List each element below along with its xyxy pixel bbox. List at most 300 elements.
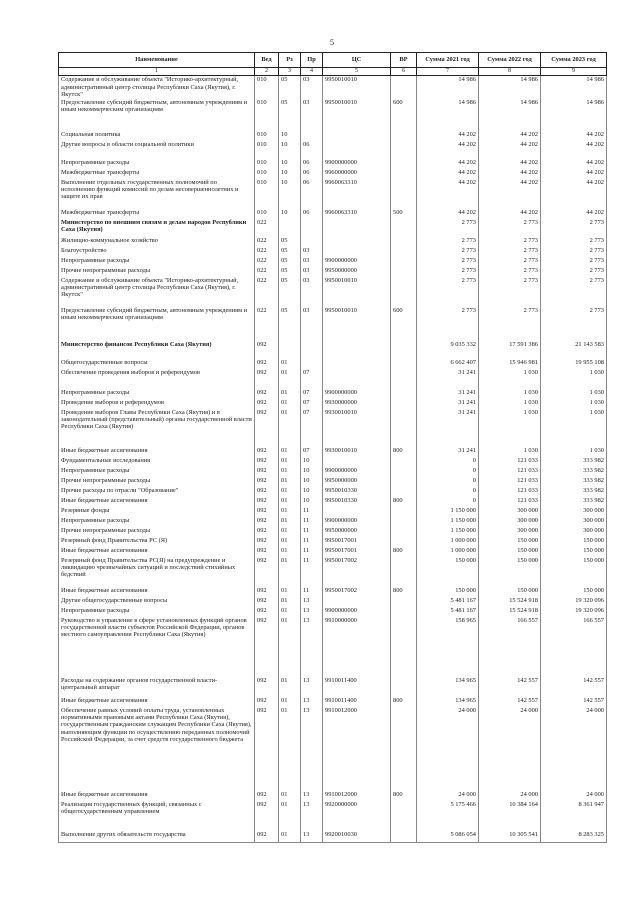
col-header-cs: ЦС (323, 53, 391, 68)
cell-cs (323, 457, 391, 467)
cell-cs: 9900000000 (323, 517, 391, 527)
cell-pr: 07 (301, 389, 323, 399)
cell-sum-2021: 0 (417, 467, 479, 477)
cell-rz: 01 (279, 527, 301, 537)
cell-name: Выполнение отдельных государственных полномочий по исполнению функций комиссий по делам несовершеннолетних и защите их прав (59, 179, 255, 209)
cell-ved: 010 (255, 179, 279, 209)
table-row (59, 209, 607, 219)
cell-rz: 05 (279, 277, 301, 307)
cell-vr (391, 257, 417, 267)
cell-sum-2021: 1 150 000 (417, 527, 479, 537)
col-number: 7 (417, 68, 479, 76)
cell-name: Общегосударственные вопросы (59, 359, 255, 369)
cell-sum-2021: 2 773 (417, 237, 479, 247)
cell-name: Расходы на содержание органов государственной власти- центральный аппарат (59, 677, 255, 697)
cell-name: Резервный фонд Правительства РС(Я) на предупреждение и ликвидацию чрезвычайных ситуаций и последствий стихийных бедствий (59, 557, 255, 587)
table-row (59, 497, 607, 507)
cell-ved: 092 (255, 457, 279, 467)
cell-ved: 092 (255, 677, 279, 697)
cell-ved: 010 (255, 76, 279, 99)
cell-sum-2022: 121 033 (479, 497, 541, 507)
cell-rz: 01 (279, 801, 301, 831)
cell-cs: 9910012000 (323, 791, 391, 801)
cell-sum-2023: 21 143 583 (541, 341, 607, 359)
cell-vr (391, 831, 417, 843)
cell-vr: 800 (391, 587, 417, 597)
table-row (59, 369, 607, 389)
cell-sum-2022: 10 384 164 (479, 801, 541, 831)
cell-vr (391, 369, 417, 389)
cell-ved: 092 (255, 497, 279, 507)
cell-ved: 010 (255, 131, 279, 141)
cell-ved: 010 (255, 141, 279, 159)
cell-name: Другие общегосударственные вопросы (59, 597, 255, 607)
cell-pr: 06 (301, 159, 323, 169)
cell-pr: 03 (301, 267, 323, 277)
cell-vr (391, 527, 417, 537)
cell-vr (391, 131, 417, 141)
cell-sum-2022: 150 000 (479, 537, 541, 547)
cell-sum-2022: 14 986 (479, 76, 541, 99)
table-row (59, 409, 607, 447)
cell-rz: 05 (279, 76, 301, 99)
cell-sum-2021: 2 773 (417, 277, 479, 307)
cell-sum-2022: 44 202 (479, 179, 541, 209)
cell-sum-2022: 1 030 (479, 389, 541, 399)
col-number: 6 (391, 68, 417, 76)
cell-name: Непрограммные расходы (59, 607, 255, 617)
cell-sum-2021: 9 035 332 (417, 341, 479, 359)
cell-pr: 11 (301, 517, 323, 527)
cell-sum-2022: 15 524 918 (479, 597, 541, 607)
cell-name: Иные бюджетные ассигнования (59, 447, 255, 457)
col-number: 4 (301, 68, 323, 76)
cell-sum-2023: 142 557 (541, 677, 607, 697)
cell-sum-2021: 31 241 (417, 399, 479, 409)
cell-sum-2022: 15 524 918 (479, 607, 541, 617)
cell-rz: 05 (279, 257, 301, 267)
cell-rz: 01 (279, 467, 301, 477)
cell-ved: 092 (255, 447, 279, 457)
cell-name: Иные бюджетные ассигнования (59, 697, 255, 707)
cell-name: Обеспечение равных условий оплаты труда, установленных нормативными правовыми актами Республики Саха (Якутия), государственным гражданским служащим Республики Саха (Якутия), выполняющим функции по осуществлению переданных полномочий Российской Федерации, за счет средств государственного бюджета (59, 707, 255, 791)
cell-rz: 01 (279, 409, 301, 447)
cell-cs: 9930010010 (323, 409, 391, 447)
cell-sum-2022: 14 986 (479, 99, 541, 131)
cell-ved: 022 (255, 219, 279, 237)
cell-pr (301, 359, 323, 369)
cell-vr (391, 169, 417, 179)
cell-sum-2022: 142 557 (479, 677, 541, 697)
cell-rz: 01 (279, 607, 301, 617)
cell-sum-2022: 44 202 (479, 141, 541, 159)
cell-name: Непрограммные расходы (59, 517, 255, 527)
cell-sum-2021: 31 241 (417, 389, 479, 399)
col-header-sum-2023: Сумма 2023 год (541, 53, 607, 68)
cell-name: Непрограммные расходы (59, 467, 255, 477)
cell-sum-2023: 14 986 (541, 99, 607, 131)
cell-sum-2022: 44 202 (479, 159, 541, 169)
cell-vr (391, 219, 417, 237)
cell-rz: 01 (279, 497, 301, 507)
cell-sum-2023: 333 982 (541, 487, 607, 497)
cell-sum-2021: 14 986 (417, 99, 479, 131)
cell-pr: 10 (301, 487, 323, 497)
table-row (59, 257, 607, 267)
cell-rz: 05 (279, 247, 301, 257)
cell-vr (391, 467, 417, 477)
cell-sum-2022: 24 000 (479, 791, 541, 801)
cell-rz: 10 (279, 159, 301, 169)
cell-cs: 9910011400 (323, 697, 391, 707)
cell-cs (323, 341, 391, 359)
cell-sum-2022: 121 033 (479, 477, 541, 487)
table-row (59, 447, 607, 457)
cell-sum-2022: 24 000 (479, 707, 541, 791)
cell-name: Непрограммные расходы (59, 389, 255, 399)
cell-vr: 600 (391, 99, 417, 131)
cell-sum-2023: 19 320 096 (541, 607, 607, 617)
cell-vr: 800 (391, 547, 417, 557)
cell-pr: 13 (301, 707, 323, 791)
cell-sum-2021: 5 481 167 (417, 597, 479, 607)
cell-cs: 9960063310 (323, 179, 391, 209)
cell-cs: 9930000000 (323, 399, 391, 409)
cell-vr: 800 (391, 497, 417, 507)
header-number-row (59, 68, 607, 76)
col-number: 9 (541, 68, 607, 76)
cell-sum-2023: 44 202 (541, 141, 607, 159)
cell-vr (391, 557, 417, 587)
cell-sum-2022: 150 000 (479, 547, 541, 557)
cell-vr (391, 607, 417, 617)
cell-sum-2021: 1 000 000 (417, 537, 479, 547)
cell-pr: 03 (301, 76, 323, 99)
cell-cs: 9900000000 (323, 257, 391, 267)
cell-name: Проведение выборов Главы Республики Саха (Якутия) и в законодательный (представительный) органы государственной власти Республики Саха (Якутия) (59, 409, 255, 447)
table-row (59, 159, 607, 169)
cell-pr: 11 (301, 507, 323, 517)
table-row (59, 277, 607, 307)
cell-sum-2023: 300 000 (541, 527, 607, 537)
col-number: 8 (479, 68, 541, 76)
cell-name: Другие вопросы в области социальной политики (59, 141, 255, 159)
cell-sum-2021: 44 202 (417, 141, 479, 159)
table-row (59, 517, 607, 527)
cell-name: Прочие непрограммные расходы (59, 267, 255, 277)
cell-rz: 01 (279, 547, 301, 557)
cell-sum-2022: 44 202 (479, 131, 541, 141)
cell-cs: 9920010030 (323, 831, 391, 843)
cell-vr (391, 677, 417, 697)
cell-pr: 13 (301, 607, 323, 617)
cell-cs: 9910011400 (323, 677, 391, 697)
cell-pr: 06 (301, 141, 323, 159)
cell-sum-2022: 121 033 (479, 487, 541, 497)
col-header-pr: Пр (301, 53, 323, 68)
cell-name: Министерство по внешним связям и делам народов Республики Саха (Якутия) (59, 219, 255, 237)
cell-rz: 10 (279, 179, 301, 209)
cell-name: Прочие непрограммные расходы (59, 477, 255, 487)
cell-ved: 022 (255, 257, 279, 267)
cell-pr: 13 (301, 597, 323, 607)
cell-sum-2022: 1 030 (479, 369, 541, 389)
cell-sum-2023: 150 000 (541, 537, 607, 547)
table-row (59, 801, 607, 831)
cell-ved: 092 (255, 477, 279, 487)
cell-vr: 600 (391, 307, 417, 341)
cell-ved: 092 (255, 369, 279, 389)
cell-sum-2023: 44 202 (541, 131, 607, 141)
cell-sum-2021: 1 000 000 (417, 547, 479, 557)
cell-ved: 092 (255, 517, 279, 527)
table-row (59, 697, 607, 707)
table-row (59, 141, 607, 159)
table-row (59, 467, 607, 477)
cell-name: Благоустройство (59, 247, 255, 257)
cell-rz: 01 (279, 359, 301, 369)
cell-sum-2021: 44 202 (417, 131, 479, 141)
cell-cs (323, 141, 391, 159)
cell-pr (301, 237, 323, 247)
cell-rz: 01 (279, 389, 301, 399)
cell-sum-2022: 150 000 (479, 557, 541, 587)
table-row (59, 179, 607, 209)
cell-ved: 092 (255, 557, 279, 587)
cell-sum-2021: 24 000 (417, 791, 479, 801)
cell-pr: 06 (301, 209, 323, 219)
cell-ved: 092 (255, 399, 279, 409)
cell-cs: 9950010010 (323, 277, 391, 307)
cell-sum-2023: 44 202 (541, 159, 607, 169)
cell-pr: 06 (301, 179, 323, 209)
cell-name: Обеспечение проведения выборов и референдумов (59, 369, 255, 389)
cell-name: Иные бюджетные ассигнования (59, 587, 255, 597)
table-row (59, 341, 607, 359)
cell-ved: 092 (255, 341, 279, 359)
cell-sum-2022: 2 773 (479, 237, 541, 247)
cell-name: Министерство финансов Республики Саха (Якутия) (59, 341, 255, 359)
cell-vr (391, 359, 417, 369)
cell-pr: 13 (301, 801, 323, 831)
cell-sum-2021: 134 965 (417, 677, 479, 697)
cell-name: Предоставление субсидий бюджетным, автономным учреждениям и иным некоммерческим организациям (59, 99, 255, 131)
cell-rz: 05 (279, 237, 301, 247)
cell-ved: 010 (255, 99, 279, 131)
cell-rz: 10 (279, 209, 301, 219)
cell-ved: 022 (255, 277, 279, 307)
cell-sum-2023: 8 283 325 (541, 831, 607, 843)
cell-rz (279, 341, 301, 359)
cell-sum-2023: 300 000 (541, 507, 607, 517)
cell-rz: 01 (279, 457, 301, 467)
cell-name: Выполнение других обязательств государства (59, 831, 255, 843)
cell-sum-2023: 44 202 (541, 179, 607, 209)
cell-name: Содержание и обслуживание объекта "Историко-архитектурный, административный центр столицы Республики Саха (Якутия), г. Якутск" (59, 76, 255, 99)
col-header-ved: Вед (255, 53, 279, 68)
cell-vr (391, 517, 417, 527)
cell-pr: 10 (301, 457, 323, 467)
cell-rz: 01 (279, 399, 301, 409)
table-row (59, 587, 607, 597)
cell-pr: 07 (301, 409, 323, 447)
cell-pr: 03 (301, 277, 323, 307)
cell-cs: 9950000000 (323, 267, 391, 277)
budget-table (58, 52, 607, 843)
cell-cs: 9950010330 (323, 487, 391, 497)
cell-sum-2023: 2 773 (541, 237, 607, 247)
cell-sum-2021: 5 481 167 (417, 607, 479, 617)
cell-sum-2021: 31 241 (417, 369, 479, 389)
cell-rz: 01 (279, 617, 301, 677)
cell-vr (391, 141, 417, 159)
cell-sum-2021: 2 773 (417, 247, 479, 257)
cell-cs (323, 507, 391, 517)
cell-sum-2023: 44 202 (541, 169, 607, 179)
cell-sum-2023: 2 773 (541, 267, 607, 277)
table-row (59, 359, 607, 369)
cell-rz: 01 (279, 587, 301, 597)
cell-vr (391, 341, 417, 359)
cell-sum-2023: 2 773 (541, 257, 607, 267)
cell-cs: 9930010010 (323, 447, 391, 457)
cell-ved: 092 (255, 791, 279, 801)
cell-sum-2022: 166 557 (479, 617, 541, 677)
cell-sum-2023: 1 030 (541, 447, 607, 457)
cell-sum-2021: 44 202 (417, 159, 479, 169)
cell-ved: 092 (255, 707, 279, 791)
cell-ved: 092 (255, 607, 279, 617)
table-row (59, 389, 607, 399)
cell-sum-2023: 142 557 (541, 697, 607, 707)
cell-cs: 9900000000 (323, 607, 391, 617)
cell-ved: 092 (255, 507, 279, 517)
table-row (59, 99, 607, 131)
cell-rz: 01 (279, 707, 301, 791)
cell-cs: 9950010010 (323, 307, 391, 341)
cell-cs: 9900000000 (323, 467, 391, 477)
cell-rz: 05 (279, 307, 301, 341)
cell-sum-2023: 300 000 (541, 517, 607, 527)
cell-cs (323, 369, 391, 389)
cell-sum-2022: 300 000 (479, 517, 541, 527)
cell-sum-2021: 2 773 (417, 267, 479, 277)
cell-vr (391, 76, 417, 99)
cell-ved: 022 (255, 247, 279, 257)
cell-name: Непрограммные расходы (59, 159, 255, 169)
cell-ved: 092 (255, 617, 279, 677)
cell-sum-2021: 0 (417, 477, 479, 487)
table-row (59, 617, 607, 677)
cell-pr: 11 (301, 557, 323, 587)
table-row (59, 677, 607, 697)
cell-sum-2021: 2 773 (417, 257, 479, 267)
cell-sum-2023: 2 773 (541, 277, 607, 307)
cell-rz: 01 (279, 537, 301, 547)
cell-pr: 10 (301, 477, 323, 487)
cell-vr: 800 (391, 697, 417, 707)
cell-sum-2022: 2 773 (479, 267, 541, 277)
cell-name: Жилищно-коммунальное хозяйство (59, 237, 255, 247)
cell-sum-2021: 31 241 (417, 447, 479, 457)
cell-rz: 01 (279, 557, 301, 587)
cell-pr: 07 (301, 447, 323, 457)
cell-rz: 01 (279, 447, 301, 457)
cell-sum-2023: 1 030 (541, 369, 607, 389)
cell-sum-2023: 19 320 096 (541, 597, 607, 607)
cell-sum-2023: 2 773 (541, 219, 607, 237)
cell-cs: 9920000000 (323, 801, 391, 831)
cell-vr (391, 247, 417, 257)
cell-sum-2023: 2 773 (541, 247, 607, 257)
cell-pr: 13 (301, 831, 323, 843)
cell-name: Руководство и управление в сфере установленных функций органов государственной власти субъектов Российской Федерации, органов местного самоуправления Республики Саха (Якутия) (59, 617, 255, 677)
cell-cs: 9910000000 (323, 617, 391, 677)
cell-rz: 01 (279, 831, 301, 843)
col-number: 1 (59, 68, 255, 76)
cell-cs: 9950000000 (323, 477, 391, 487)
cell-ved: 092 (255, 409, 279, 447)
cell-name: Иные бюджетные ассигнования (59, 791, 255, 801)
cell-pr: 13 (301, 697, 323, 707)
cell-sum-2021: 150 000 (417, 587, 479, 597)
cell-pr: 03 (301, 257, 323, 267)
cell-ved: 092 (255, 697, 279, 707)
cell-pr: 11 (301, 537, 323, 547)
cell-name: Реализация государственных функций, связанных с общегосударственным управлением (59, 801, 255, 831)
cell-rz: 10 (279, 169, 301, 179)
cell-ved: 022 (255, 307, 279, 341)
cell-name: Межбюджетные трансферты (59, 209, 255, 219)
table-body (59, 76, 607, 843)
cell-sum-2022: 300 000 (479, 507, 541, 517)
cell-name: Фундаментальные исследования (59, 457, 255, 467)
cell-cs: 9960000000 (323, 169, 391, 179)
cell-vr (391, 801, 417, 831)
cell-ved: 010 (255, 209, 279, 219)
cell-cs: 9950010330 (323, 497, 391, 507)
col-header-sum-2022: Сумма 2022 год (479, 53, 541, 68)
col-header-name: Наименование (59, 53, 255, 68)
cell-rz: 01 (279, 487, 301, 497)
cell-vr (391, 159, 417, 169)
cell-rz: 01 (279, 517, 301, 527)
cell-vr (391, 537, 417, 547)
cell-pr: 10 (301, 467, 323, 477)
table-row (59, 537, 607, 547)
cell-rz: 05 (279, 99, 301, 131)
table-row (59, 267, 607, 277)
cell-sum-2022: 2 773 (479, 219, 541, 237)
cell-ved: 022 (255, 267, 279, 277)
cell-cs (323, 237, 391, 247)
cell-sum-2021: 44 202 (417, 179, 479, 209)
cell-sum-2022: 121 033 (479, 467, 541, 477)
cell-cs: 9950017001 (323, 547, 391, 557)
cell-cs: 9950017002 (323, 557, 391, 587)
cell-cs: 9950017001 (323, 537, 391, 547)
cell-sum-2022: 2 773 (479, 307, 541, 341)
cell-sum-2023: 1 030 (541, 409, 607, 447)
cell-cs (323, 597, 391, 607)
cell-sum-2022: 150 000 (479, 587, 541, 597)
cell-name: Иные бюджетные ассигнования (59, 497, 255, 507)
cell-name: Иные бюджетные ассигнования (59, 547, 255, 557)
cell-ved: 092 (255, 597, 279, 607)
cell-sum-2023: 1 030 (541, 389, 607, 399)
cell-pr: 11 (301, 527, 323, 537)
table-row (59, 247, 607, 257)
